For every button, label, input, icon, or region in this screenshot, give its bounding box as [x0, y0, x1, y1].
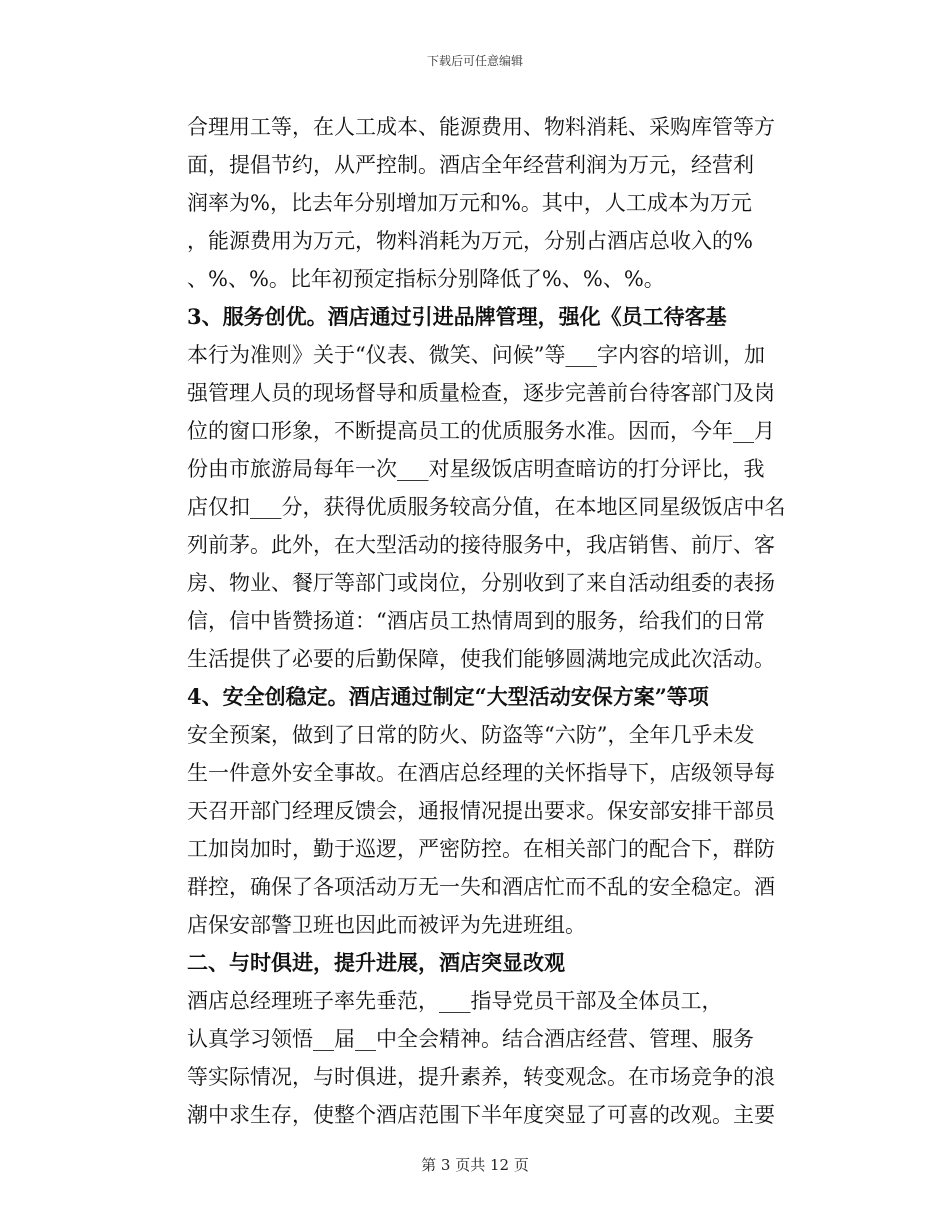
text-line: 安全预案，做到了日常的防火、防盗等“六防”，全年几乎未发 — [187, 723, 755, 747]
text-line: 位的窗口形象，不断提高员工的优质服务水准。因而，今年__月 — [187, 419, 775, 443]
text-line: 群控，确保了各项活动万无一失和酒店忙而不乱的安全稳定。酒 — [187, 875, 775, 899]
page-footer: 第 3 页共 12 页 — [421, 1156, 529, 1174]
text-line: 列前茅。此外，在大型活动的接待服务中，我店销售、前厅、客 — [187, 533, 775, 557]
section-heading: 4、安全创稳定。酒店通过制定“大型活动安保方案”等项 — [187, 684, 709, 709]
text-line: 天召开部门经理反馈会，通报情况提出要求。保安部安排干部员 — [187, 799, 775, 823]
section-heading: 二、与时俱进，提升进展，酒店突显改观 — [187, 950, 565, 975]
text-line: 店仅扣___分，获得优质服务较高分值，在本地区同星级饭店中名 — [187, 495, 786, 519]
section-heading: 3、服务创优。酒店通过引进品牌管理，强化《员工待客基 — [187, 304, 727, 329]
text-line: 工加岗加时，勤于巡逻，严密防控。在相关部门的配合下，群防 — [187, 837, 775, 861]
text-line: 认真学习领悟__届__中全会精神。结合酒店经营、管理、服务 — [187, 1027, 754, 1051]
document-body — [187, 108, 807, 1134]
text-line: 酒店总经理班子率先垂范，___指导党员干部及全体员工， — [187, 989, 723, 1013]
page-header: 下载后可任意编辑 — [426, 54, 523, 68]
text-line: 生一件意外安全事故。在酒店总经理的关怀指导下，店级领导每 — [187, 761, 775, 785]
text-line: 面，提倡节约，从严控制。酒店全年经营利润为万元，经营利 — [187, 153, 754, 177]
text-line: 信，信中皆赞扬道：“酒店员工热情周到的服务，给我们的日常 — [187, 609, 765, 633]
text-line: 店保安部警卫班也因此而被评为先进班组。 — [187, 913, 586, 937]
text-line: 等实际情况，与时俱进，提升素养，转变观念。在市场竞争的浪 — [187, 1065, 775, 1089]
text-line: 生活提供了必要的后勤保障，使我们能够圆满地完成此次活动。 — [187, 647, 775, 671]
text-line: 房、物业、餐厅等部门或岗位，分别收到了来自活动组委的表扬 — [187, 571, 775, 595]
text-line: ，能源费用为万元，物料消耗为万元，分别占酒店总收入的% — [187, 229, 753, 253]
text-line: 潮中求生存，使整个酒店范围下半年度突显了可喜的改观。主要 — [187, 1103, 775, 1127]
text-line: 、%、%。比年初预定指标分别降低了%、%、%。 — [187, 267, 665, 291]
text-line: 份由市旅游局每年一次___对星级饭店明查暗访的打分评比，我 — [187, 457, 765, 481]
text-line: 合理用工等，在人工成本、能源费用、物料消耗、采购库管等方 — [187, 115, 775, 139]
text-line: 润率为%，比去年分别增加万元和%。其中，人工成本为万元 — [187, 191, 752, 215]
text-line: 强管理人员的现场督导和质量检查，逐步完善前台待客部门及岗 — [187, 381, 775, 405]
text-line: 本行为准则》关于“仪表、微笑、问候”等___字内容的培训，加 — [187, 343, 765, 367]
